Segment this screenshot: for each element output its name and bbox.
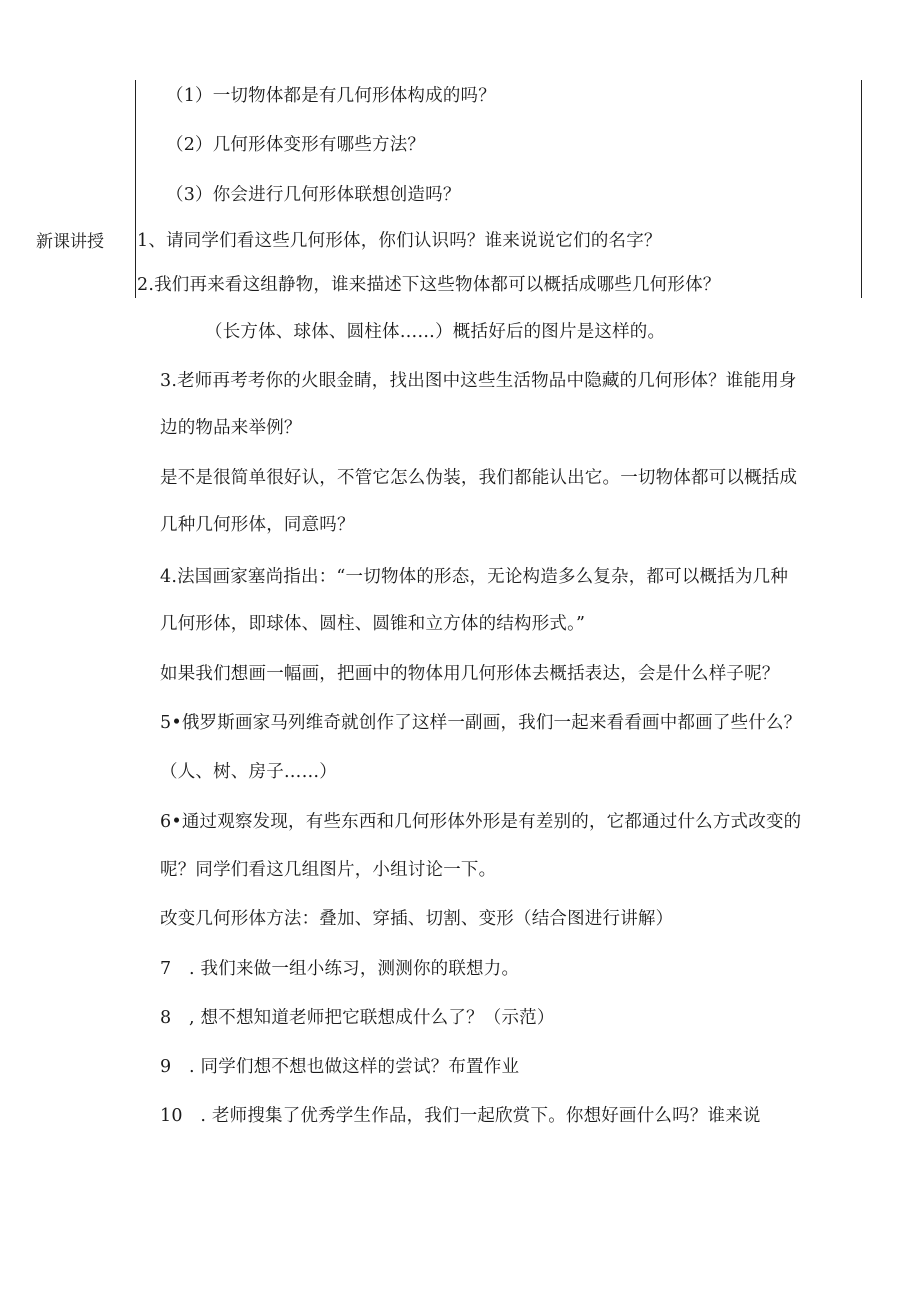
section-label: 新课讲授 [36,232,104,252]
body-line: 3.老师再考考你的火眼金睛，找出图中这些生活物品中隐藏的几何形体？谁能用身 [160,371,797,391]
body-line: 9 . 同学们想不想也做这样的尝试？布置作业 [160,1057,520,1077]
table-right-border [861,80,862,298]
body-line: 6•通过观察发现，有些东西和几何形体外形是有差别的，它都通过什么方式改变的 [160,812,802,832]
question-2: （2）几何形体变形有哪些方法？ [166,135,426,155]
body-line: 呢？同学们看这几组图片，小组讨论一下。 [160,860,497,880]
body-line: 几何形体，即球体、圆柱、圆锥和立方体的结构形式。” [160,614,586,634]
body-line: （长方体、球体、圆柱体……）概括好后的图片是这样的。 [205,322,666,342]
body-line: （人、树、房子……） [160,762,337,782]
body-line: 4.法国画家塞尚指出：“一切物体的形态，无论构造多么复杂，都可以概括为几种 [160,567,789,587]
body-line: 如果我们想画一幅画，把画中的物体用几何形体去概括表达，会是什么样子呢？ [160,664,780,684]
body-line: 5•俄罗斯画家马列维奇就创作了这样一副画，我们一起来看看画中都画了些什么？ [160,713,802,733]
body-line: 几种几何形体，同意吗？ [160,515,355,535]
body-line: 7 . 我们来做一组小练习，测测你的联想力。 [160,959,520,979]
step-2: 2.我们再来看这组静物，谁来描述下这些物体都可以概括成哪些几何形体？ [137,275,721,295]
table-left-border [135,80,136,298]
step-1: 1、请同学们看这些几何形体，你们认识吗？谁来说说它们的名字？ [137,231,662,251]
question-3: （3）你会进行几何形体联想创造吗？ [166,185,461,205]
body-line: 8 , 想不想知道老师把它联想成什么了？（示范） [160,1008,555,1028]
body-line: 边的物品来举例？ [160,418,302,438]
body-line: 改变几何形体方法：叠加、穿插、切割、变形（结合图进行讲解） [160,909,674,929]
body-line: 10 . 老师搜集了优秀学生作品，我们一起欣赏下。你想好画什么吗？谁来说 [160,1106,761,1126]
question-1: （1）一切物体都是有几何形体构成的吗？ [166,86,496,106]
body-line: 是不是很简单很好认，不管它怎么伪装，我们都能认出它。一切物体都可以概括成 [160,468,798,488]
